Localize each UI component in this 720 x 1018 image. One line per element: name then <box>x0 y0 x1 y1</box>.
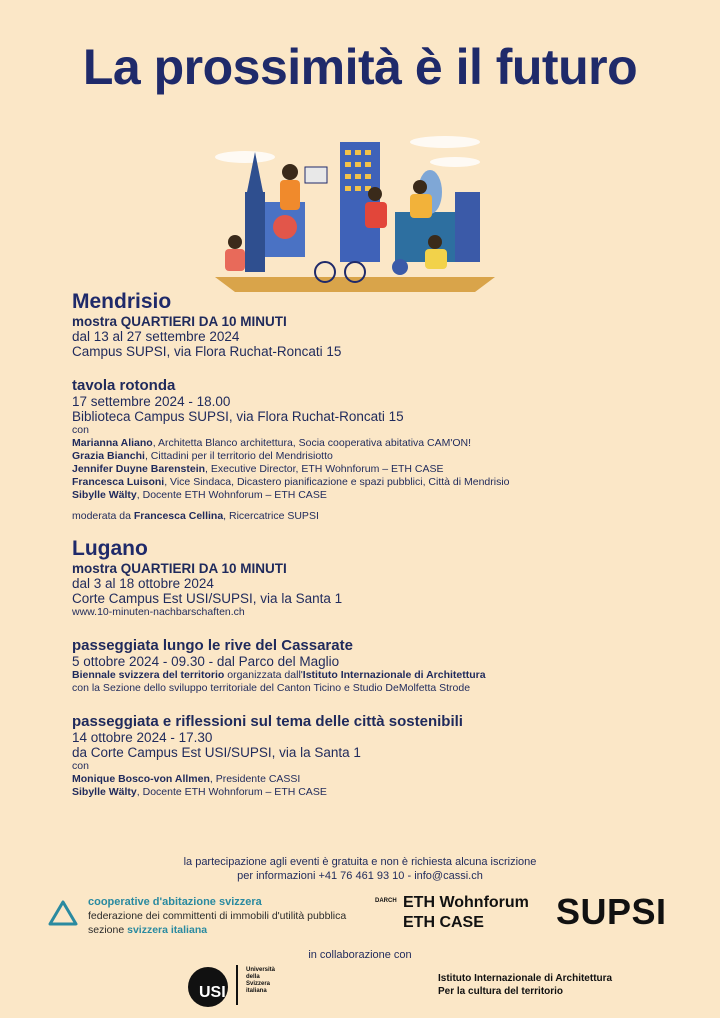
passeggiata1-title: passeggiata lungo le rive del Cassarate <box>72 637 353 654</box>
passeggiata2-con: con <box>72 760 89 772</box>
cooperative-logo-icon <box>46 896 80 930</box>
lugano-mostra-title: mostra QUARTIERI DA 10 MINUTI <box>72 561 287 576</box>
lugano-mostra-place: Corte Campus Est USI/SUPSI, via la Santa 1 <box>72 591 343 606</box>
tavola-speakers <box>72 437 672 502</box>
passeggiata2-place: da Corte Campus Est USI/SUPSI, via la Santa 1 <box>72 745 361 760</box>
passeggiata1-partners: con la Sezione dello sviluppo territoriale del Canton Ticino e Studio DeMolfetta Strode <box>72 682 471 694</box>
lugano-url-link[interactable]: www.10-minuten-nachbarschaften.ch <box>72 606 245 618</box>
page-title: La prossimità è il futuro <box>82 39 638 95</box>
iia-logo: Istituto Internazionale di Architettura Per la cultura del territorio <box>438 973 613 997</box>
footer-free-entry: la partecipazione agli eventi è gratuita e non è richiesta alcuna iscrizione <box>183 856 537 868</box>
speaker: Sibylle Wälty, Docente ETH Wohnforum – ETH CASE <box>72 489 327 501</box>
mendrisio-mostra-dates: dal 13 al 27 settembre 2024 <box>72 329 240 344</box>
footer-contact: per informazioni +41 76 461 93 10 - info@cassi.ch <box>237 870 483 882</box>
tavola-title: tavola rotonda <box>72 377 176 394</box>
mendrisio-mostra-place: Campus SUPSI, via Flora Ruchat-Roncati 15 <box>72 344 342 359</box>
passeggiata2-title: passeggiata e riflessioni sul tema delle città sostenibili <box>72 713 463 730</box>
usi-logo-icon <box>188 965 232 1009</box>
cooperative-logo: cooperative d'abitazione svizzera federazione dei committenti di immobili d'utilità pubblica sezione svizzera italiana <box>46 893 376 943</box>
lugano-mostra-dates: dal 3 al 18 ottobre 2024 <box>72 576 214 591</box>
speaker: Grazia Bianchi, Cittadini per il territorio del Mendrisiotto <box>72 450 333 462</box>
tavola-moderator: moderata da Francesca Cellina, Ricercatrice SUPSI <box>72 510 319 522</box>
passeggiata2-datetime: 14 ottobre 2024 - 17.30 <box>72 730 213 745</box>
city-lugano: Lugano <box>72 537 148 560</box>
city-mendrisio: Mendrisio <box>72 290 172 313</box>
city-illustration <box>205 132 505 297</box>
tavola-con: con <box>72 424 89 436</box>
speaker: Sibylle Wälty, Docente ETH Wohnforum – ETH CASE <box>72 786 327 798</box>
speaker: Marianna Aliano, Architetta Blanco architettura, Socia cooperativa abitativa CAM'ON! <box>72 437 472 449</box>
collaboration-label: in collaborazione con <box>308 949 412 961</box>
supsi-logo: SUPSI <box>556 891 667 932</box>
event-content <box>72 290 672 799</box>
speaker: Monique Bosco-von Allmen, Presidente CASSI <box>72 773 301 785</box>
speaker: Francesca Luisoni, Vice Sindaca, Dicastero pianificazione e spazi pubblici, Città di Mendrisio <box>72 476 510 488</box>
svg-text:USI: USI <box>199 984 226 1001</box>
passeggiata1-organizer: Biennale svizzera del territorio organizzata dall'Istituto Internazionale di Architettura <box>72 669 486 681</box>
passeggiata1-datetime: 5 ottobre 2024 - 09.30 - dal Parco del Maglio <box>72 654 340 669</box>
speaker: Jennifer Duyne Barenstein, Executive Director, ETH Wohnforum – ETH CASE <box>72 463 444 475</box>
tavola-place: Biblioteca Campus SUPSI, via Flora Ruchat-Roncati 15 <box>72 409 404 424</box>
tavola-datetime: 17 settembre 2024 - 18.00 <box>72 394 231 409</box>
mendrisio-mostra-title: mostra QUARTIERI DA 10 MINUTI <box>72 314 287 329</box>
usi-logo: USI Università della Svizzera italiana <box>188 965 288 1009</box>
